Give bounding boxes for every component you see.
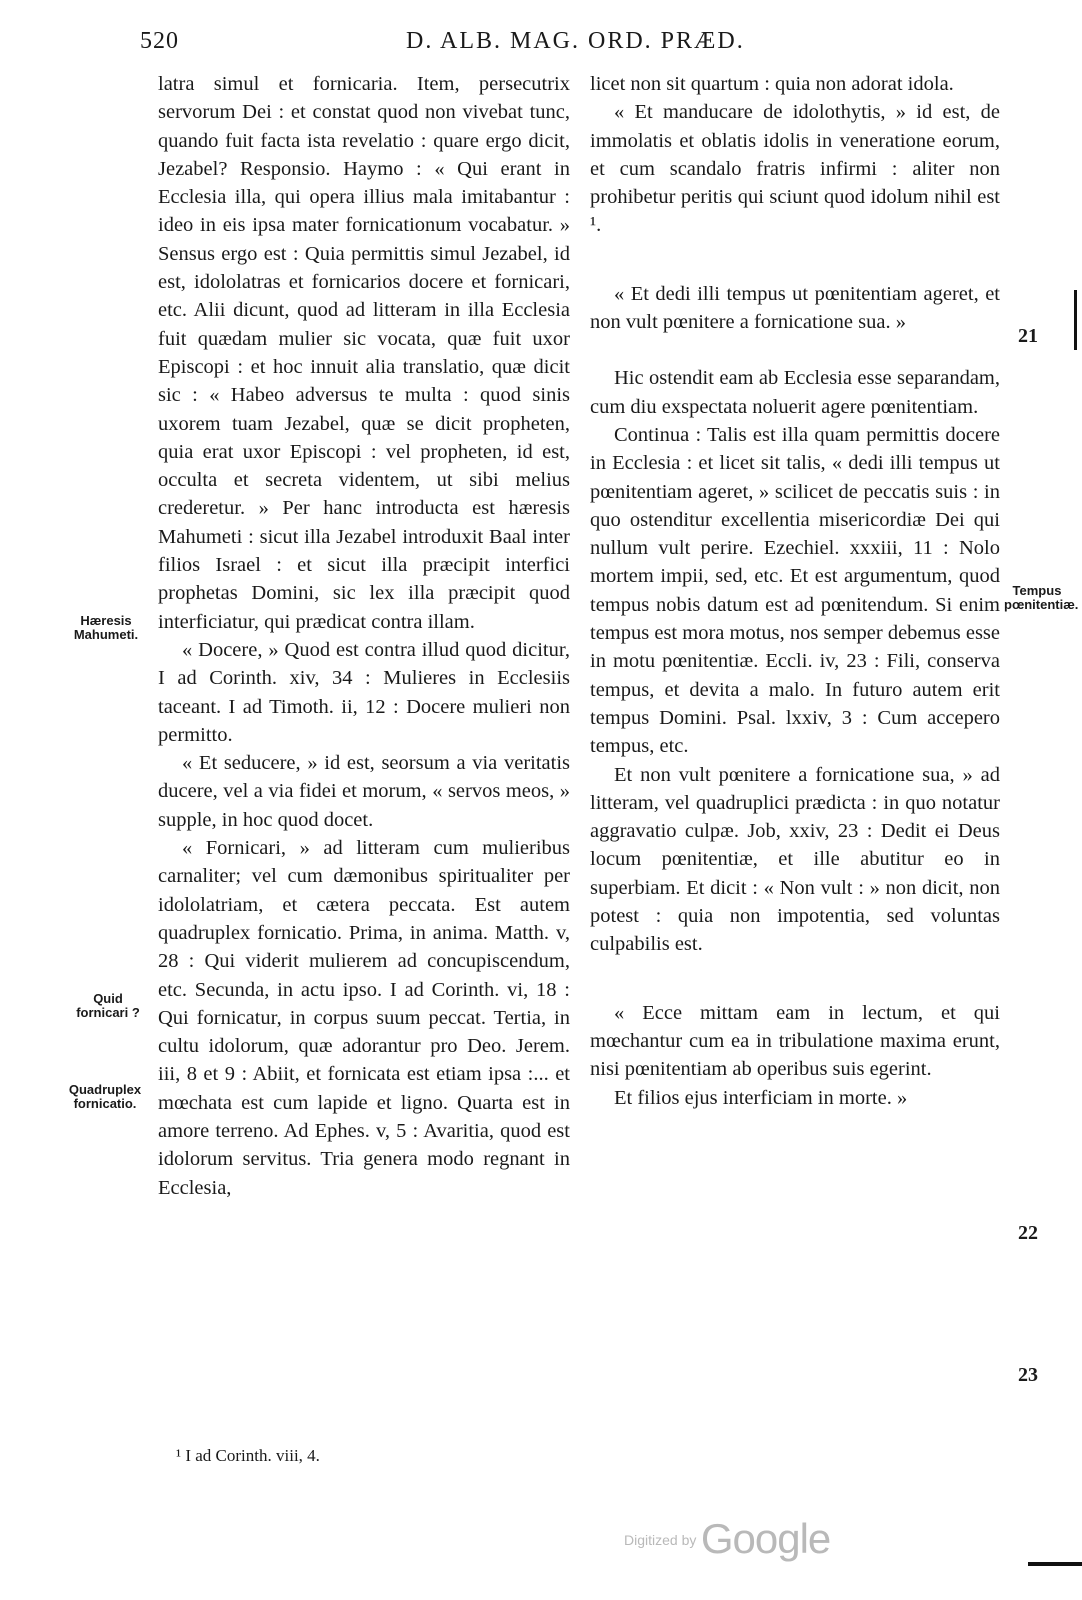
verse-number: 21	[1018, 325, 1038, 347]
scan-edge-mark	[1074, 290, 1077, 350]
scripture-quote: Et filios ejus interficiam in morte. »	[614, 1086, 908, 1109]
watermark-prefix: Digitized by	[624, 1532, 697, 1548]
running-title: D. ALB. MAG. ORD. PRÆD.	[406, 28, 745, 54]
verse-number: 22	[1018, 1222, 1038, 1244]
page-number: 520	[140, 28, 179, 54]
paragraph: « Fornicari, » ad litteram cum mulieribus carnaliter; vel cum dæmonibus spiritualiter per idololatriam, et cætera peccata. Est autem quadruplex fornicatio. Prima, in anima. Matth. v, 28 : Qui viderit mulierem ad concupiscendum, etc. Secunda, in actu ipso. I ad Corinth. vi, 18 : Qui fornicatur, in corpus suum peccat. Tertia, in cultu idolorum, quæ adorantur pro Deo. Jerem. iii, 8 et 9 : Abiit, et fornicata est etiam ipsa :... et mœchata est cum lapide et ligno. Quarta est in amore terreno. Ad Ephes. v, 5 : Avaritia, quod est idolorum servitus. Tria genera modo regnant in Ecclesia,	[158, 837, 570, 1199]
margin-note: Hæresis Mahumeti.	[73, 613, 139, 642]
scripture-quote: « Ecce mittam eam in lectum, et qui mœchantur cum ea in tribulatione maxima erunt, nisi pœnitentiam ab operibus suis egerint.	[590, 1001, 1000, 1081]
margin-note: Quadruplex fornicatio.	[68, 1082, 142, 1111]
footnote: ¹ I ad Corinth. viii, 4.	[176, 1446, 320, 1465]
paragraph: « Et manducare de idolothytis, » id est, de immolatis et oblatis idolis in veneratione eorum, et cum scandalo fratris infirmi : aliter non prohibetur peritis qui sciunt quod idolum nihil est ¹.	[590, 101, 1000, 237]
verse-number: 23	[1018, 1364, 1038, 1386]
page-header	[140, 28, 1000, 58]
scan-edge-mark	[1028, 1562, 1082, 1566]
paragraph: Hic ostendit eam ab Ecclesia esse separandam, cum diu exspectata noluerit agere pœnitentiam.	[590, 367, 1000, 418]
spacer	[590, 240, 1000, 280]
paragraph: licet non sit quartum : quia non adorat idola.	[590, 73, 954, 95]
margin-note: Quid fornicari ?	[76, 991, 140, 1020]
paragraph: Et non vult pœnitere a fornicatione sua, » ad litteram, vel quadruplici prædicta : in quo notatur aggravatio culpæ. Job, xxiv, 23 : Dedit ei Deus locum pœnitentiæ, et ille abutitur eo in superbiam. Et dicit : « Non vult : » non dicit, non potest : quia non impotentia, sed voluntas culpabilis est.	[590, 763, 1000, 956]
paragraph: Continua : Talis est illa quam permittis docere in Ecclesia : et licet sit talis, « dedi illi tempus ut pœnitentiam ageret, » scilicet de peccatis suis : in quo ostenditur excellentia misericordiæ Dei qui nullum vult perire. Ezechiel. xxxiii, 11 : Nolo mortem impii, sed, etc. Et est argumentum, quod tempus nobis datum est ad pœnitendum. Si enim tempus est mora motus, nos semper debemus esse in motu pœnitentiæ. Eccli. iv, 23 : Fili, conserva tempus, et devita a malo. In futuro autem erit tempus Domini. Psal. lxxiv, 3 : Cum accepero tempus, etc.	[590, 423, 1000, 758]
left-column	[158, 70, 570, 1202]
paragraph: « Et seducere, » id est, seorsum a via veritatis ducere, vel a via fidei et morum, « servos meos, » supple, in hoc quod docet.	[158, 752, 570, 831]
paragraph: « Docere, » Quod est contra illud quod dicitur, I ad Corinth. xiv, 34 : Mulieres in Ecclesiis taceant. I ad Timoth. ii, 12 : Docere mulieri non permitto.	[158, 638, 570, 746]
paragraph: latra simul et fornicaria. Item, persecutrix servorum Dei : et constat quod non vivebat tunc, quando fuit facta ista revelatio : quare ergo dicit, Jezabel? Responsio. Haymo : « Qui erant in Ecclesia illa, qui opera illius mala imitabantur : ideo in eis ipsa mater fornicationum vocabatur. » Sensus ergo est : Quia permittis simul Jezabel, id est, idololatras et fornicarios docere et fornicari, etc. Alii dicunt, quod ad litteram in illa Ecclesia fuit quædam mulier sic vocata, quæ fuit uxor Episcopi : et hoc innuit alia translatio, quæ dicit sic : « Habeo adversus te multa : quod sinis uxorem tuam Jezabel, quæ se dicit propheten, quia erat uxor Episcopi : vel propheten, id est, occulta et secreta videntem, ut sibi melius crederetur. » Per hanc introducta est hæresis Mahumeti : sicut illa Jezabel introduxit Baal inter filios Israel : et sicut illa præcipit interfici prophetas Domini, sic lex illa præcipit quod interficiatur, qui prædicat contra illam.	[158, 73, 570, 633]
right-column	[590, 70, 1000, 1112]
spacer	[590, 959, 1000, 999]
digitized-watermark	[624, 1515, 830, 1563]
margin-note: Tempus pœnitentiæ.	[1004, 583, 1079, 612]
google-logo: Google	[700, 1515, 831, 1562]
spacer	[590, 336, 1000, 364]
scripture-quote: « Et dedi illi tempus ut pœnitentiam ageret, et non vult pœnitere a fornicatione sua. »	[590, 282, 1000, 334]
